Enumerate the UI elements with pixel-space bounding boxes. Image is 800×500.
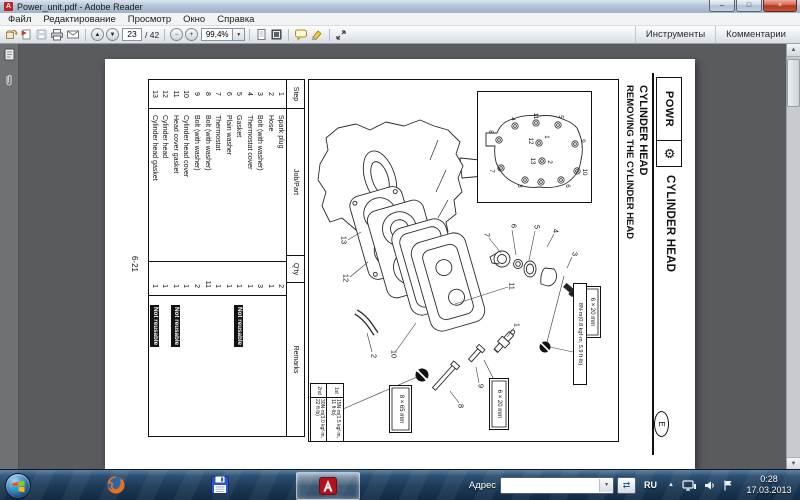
- navigation-pane-strip: [0, 44, 19, 470]
- taskbar-adobe-reader-button[interactable]: [296, 472, 360, 500]
- toolbar: [0, 26, 800, 44]
- titlebar[interactable]: [0, 0, 800, 13]
- maximize-button[interactable]: □: [736, 0, 762, 12]
- table-row: 10 Cylinder head cover 1: [181, 80, 192, 436]
- part-callout-number: 12: [341, 273, 351, 283]
- firefox-icon: [105, 474, 127, 496]
- col-header-remarks: Remarks: [292, 345, 299, 374]
- vertical-scrollbar[interactable]: [786, 44, 800, 470]
- scrollbar-thumb[interactable]: [787, 59, 800, 107]
- clock[interactable]: [742, 474, 796, 496]
- tightening-torque-table: [310, 383, 344, 442]
- address-dropdown-icon[interactable]: ▼: [599, 479, 613, 492]
- bolt-sequence-number: 13: [528, 157, 536, 165]
- bolt-sequence-inset: [477, 91, 592, 203]
- part-callout-number: 6: [509, 223, 519, 229]
- table-row: 3 Bolt (with washer) 3: [254, 80, 265, 436]
- print-icon[interactable]: [50, 28, 64, 42]
- torque-step-label: 1st: [328, 384, 344, 398]
- table-row: 9 Bolt (with washer) 2: [191, 80, 202, 436]
- address-go-button[interactable]: ⇄: [617, 477, 636, 494]
- zoom-level-input[interactable]: 99,4%: [201, 28, 233, 41]
- menu-item-3[interactable]: Окно: [183, 13, 206, 25]
- windows-taskbar: [0, 469, 800, 500]
- attachments-paperclip-icon[interactable]: [4, 73, 14, 93]
- taskbar-tray: [469, 470, 796, 500]
- adobe-reader-taskbar-icon: [318, 476, 338, 496]
- clock-date: 17.03.2013: [746, 485, 792, 495]
- bolt-sequence-number: 5: [556, 115, 564, 119]
- torque-spec-box: 8N·m(0.8 kgf·m, 5.9 ft·lb): [573, 283, 587, 385]
- col-header-jobpart: Job/Part: [287, 109, 304, 256]
- torque-step-value: 15N·m(1.5 kgf·m, 11 ft·lb): [330, 399, 342, 438]
- clock-time: 0:28: [760, 474, 778, 485]
- menu-bar: [0, 13, 800, 26]
- network-icon[interactable]: [682, 479, 697, 492]
- show-hidden-icons-arrow[interactable]: ▲: [668, 482, 674, 488]
- chapter-code: POWR: [663, 90, 675, 128]
- table-row: 12 Cylinder head 1: [160, 80, 171, 436]
- document-area: [0, 44, 800, 470]
- table-row: 2 Hose 1: [265, 80, 276, 436]
- not-reusable-badge: Not reusable: [172, 307, 180, 346]
- language-badge: E: [654, 411, 669, 437]
- bolt-sequence-number: 1: [542, 135, 550, 139]
- comment-bubble-icon[interactable]: [294, 28, 308, 42]
- bolt-sequence-number: 12: [526, 137, 534, 145]
- page-thumbnails-icon[interactable]: [4, 48, 15, 66]
- volume-icon[interactable]: [703, 479, 716, 492]
- part-callout-number: 11: [507, 282, 517, 290]
- window-title: Power_unit.pdf - Adobe Reader: [17, 1, 143, 12]
- table-row: 1 Spark plug 2: [275, 80, 286, 436]
- scroll-down-arrow[interactable]: ▼: [787, 457, 800, 470]
- bolt-sequence-number: 7: [487, 169, 495, 173]
- toolbar-separator: [85, 29, 86, 41]
- minimize-button[interactable]: –: [709, 0, 735, 12]
- floppy-disk-icon: [210, 475, 230, 495]
- torque-step-label: 2nd: [311, 384, 327, 398]
- torque-wrench-icon: [416, 369, 429, 382]
- scroll-up-arrow[interactable]: ▲: [787, 44, 800, 57]
- table-row: 7 Thermostat 1: [212, 80, 223, 436]
- table-row: 4 Thermostat cover 1: [244, 80, 255, 436]
- create-pdf-icon[interactable]: [20, 28, 33, 42]
- zoom-out-button[interactable]: −: [170, 28, 183, 41]
- table-row: 5 Gasket 1 Not reusable: [233, 80, 244, 436]
- menu-item-1[interactable]: Редактирование: [43, 13, 116, 25]
- part-callout-number: 13: [339, 235, 349, 245]
- doc-subtitle: REMOVING THE CYLINDER HEAD: [624, 85, 635, 240]
- bolt-sequence-number: 6: [563, 184, 571, 188]
- windows-flag-icon: [12, 480, 25, 493]
- part-callout-number: 5: [532, 224, 542, 230]
- tools-panel-button[interactable]: Инструменты: [635, 26, 715, 43]
- save-icon[interactable]: [35, 28, 48, 42]
- chapter-tab: [656, 77, 682, 167]
- zoom-dropdown-button[interactable]: ▼: [233, 28, 245, 41]
- toolbar-separator: [329, 29, 330, 41]
- scrolling-mode-icon[interactable]: [255, 28, 268, 42]
- exploded-view-figure: [308, 79, 619, 442]
- part-callout-number: 4: [551, 228, 561, 234]
- header-rule: [653, 73, 655, 455]
- email-icon[interactable]: [66, 28, 80, 42]
- close-button[interactable]: ×: [763, 0, 797, 12]
- start-button[interactable]: [5, 473, 31, 499]
- bolt-sequence-number: 4: [508, 117, 516, 121]
- not-reusable-badge: Not reusable: [151, 307, 159, 346]
- adobe-reader-icon: A: [5, 3, 12, 10]
- bolt-sequence-number: 8: [486, 130, 494, 134]
- torque-step-value: 30N·m(3.0 kgf·m, 22 ft·lb): [313, 399, 325, 438]
- section-name: CYLINDER HEAD: [664, 175, 676, 273]
- torque-wrench-icon: [540, 342, 551, 353]
- menu-item-4[interactable]: Справка: [217, 13, 255, 25]
- part-callout-number: 8: [456, 403, 466, 409]
- page-count-label: / 42: [145, 29, 160, 40]
- part-callout-number: 2: [369, 353, 379, 359]
- toolbar-separator: [249, 29, 250, 41]
- bolt-sequence-number: 2: [545, 160, 553, 164]
- bolt-size-box: 6 × 20 mm: [582, 286, 601, 338]
- col-header-qty: Q'ty: [287, 256, 304, 283]
- not-reusable-badge: Not reusable: [235, 307, 243, 346]
- table-row: 6 Plain washer 1: [223, 80, 234, 436]
- bolt-sequence-number: 10: [580, 168, 588, 176]
- part-callout-number: 9: [476, 383, 486, 389]
- open-file-icon[interactable]: [5, 28, 18, 42]
- table-row: 13 Cylinder head gasket 1 Not reusable: [149, 80, 160, 436]
- menu-item-0[interactable]: Файл: [8, 13, 32, 25]
- table-row: 8 Bolt (with washer) 11: [202, 80, 213, 436]
- pdf-sheet-rotated: [105, 59, 695, 469]
- bolt-size-box: 6 × 20 mm: [489, 378, 509, 430]
- bolt-sequence-number: 9: [578, 139, 586, 143]
- engine-chapter-icon: ⚙: [657, 140, 681, 166]
- page-number-input[interactable]: 23: [122, 28, 142, 41]
- address-bar[interactable]: [500, 477, 614, 494]
- parts-table-header: [286, 80, 304, 436]
- toolbar-separator: [288, 29, 289, 41]
- part-callout-number: 3: [570, 251, 580, 257]
- manual-page-number: 6-21: [130, 255, 139, 272]
- bolt-size-box: 8 × 65 mm: [389, 385, 412, 433]
- expand-icon[interactable]: [335, 28, 347, 42]
- part-callout-number: 7: [482, 232, 492, 238]
- part-callout-number: 10: [389, 349, 399, 359]
- fit-page-icon[interactable]: [270, 28, 283, 42]
- comments-panel-button[interactable]: Комментарии: [715, 26, 796, 43]
- col-header-step: Step: [287, 80, 304, 109]
- taskbar-save-app-button[interactable]: [200, 472, 240, 498]
- pdf-page[interactable]: [105, 59, 695, 469]
- zoom-in-button[interactable]: +: [185, 28, 198, 41]
- toolbar-separator: [164, 29, 165, 41]
- highlight-icon[interactable]: [310, 28, 324, 42]
- parts-table: [148, 79, 305, 437]
- address-label: Адрес: [468, 479, 497, 491]
- language-indicator[interactable]: RU: [644, 480, 658, 490]
- taskbar-firefox-button[interactable]: [96, 472, 136, 498]
- previous-page-button[interactable]: ▲: [91, 28, 104, 41]
- pdf-canvas[interactable]: [19, 44, 786, 470]
- bolt-sequence-number: 3: [515, 184, 523, 188]
- action-center-flag-icon[interactable]: [722, 479, 734, 492]
- bolt-sequence-number: 11: [531, 112, 539, 120]
- address-input[interactable]: [501, 480, 599, 491]
- doc-title: CYLINDER HEAD: [637, 85, 649, 176]
- table-row: 11 Head cover gasket 1 Not reusable: [170, 80, 181, 436]
- part-callout-number: 1: [512, 322, 522, 328]
- menu-item-2[interactable]: Просмотр: [127, 13, 172, 25]
- next-page-button[interactable]: ▼: [106, 28, 119, 41]
